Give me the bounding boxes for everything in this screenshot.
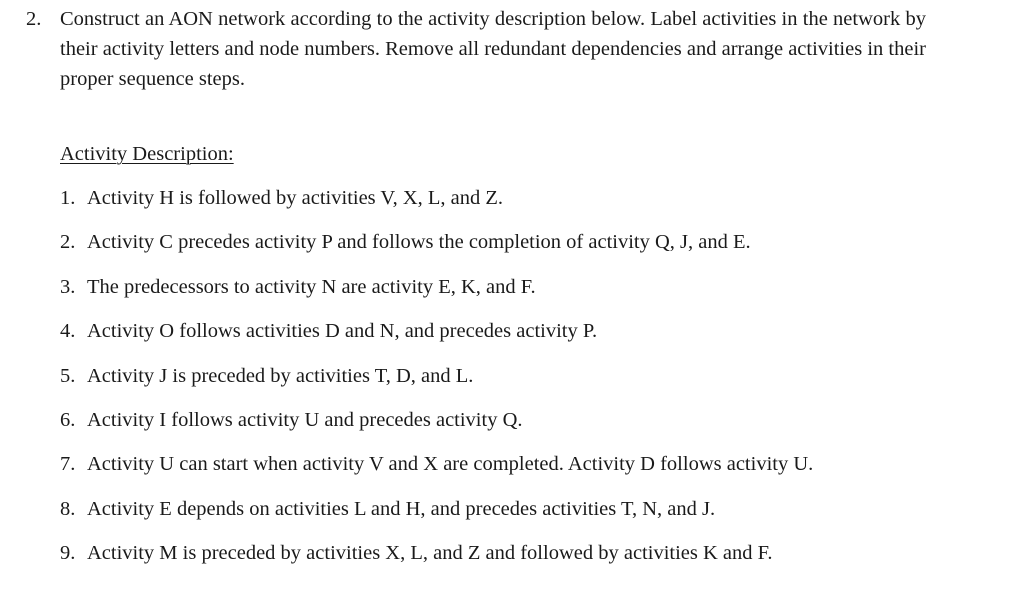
- list-item-text: Activity O follows activities D and N, and precedes activity P.: [87, 320, 598, 343]
- section-heading: Activity Description:: [60, 143, 234, 165]
- list-item-text: Activity U can start when activity V and X are completed. Activity D follows activity U.: [87, 453, 814, 476]
- question-block: [26, 4, 926, 94]
- list-item: [60, 361, 960, 405]
- activity-list: [60, 183, 960, 583]
- list-item-text: Activity E depends on activities L and H, and precedes activities T, N, and J.: [87, 497, 716, 520]
- list-item-number: 8.: [60, 497, 76, 520]
- list-item: [60, 316, 960, 360]
- question-text: Construct an AON network according to the activity description below. Label activities in the network by their activity letters and node numbers. Remove all redundant dependencies and arrange activities in their proper sequence steps.: [60, 8, 926, 90]
- list-item: [60, 538, 960, 582]
- list-item: [60, 494, 960, 538]
- list-item: [60, 405, 960, 449]
- list-item-text: Activity M is preceded by activities X, L, and Z and followed by activities K and F.: [87, 542, 773, 565]
- list-item-number: 5.: [60, 364, 76, 387]
- list-item-number: 6.: [60, 408, 76, 431]
- list-item-number: 3.: [60, 275, 76, 298]
- question-number: 2.: [26, 8, 42, 30]
- list-item: [60, 449, 960, 493]
- list-item-text: Activity J is preceded by activities T, D, and L.: [87, 364, 474, 387]
- list-item: [60, 183, 960, 227]
- list-item-text: The predecessors to activity N are activity E, K, and F.: [87, 275, 536, 298]
- list-item: [60, 227, 960, 271]
- list-item-number: 4.: [60, 320, 76, 343]
- list-item-number: 2.: [60, 231, 76, 254]
- list-item-number: 1.: [60, 187, 76, 209]
- list-item-number: 9.: [60, 542, 76, 565]
- list-item-text: Activity H is followed by activities V, X, L, and Z.: [87, 187, 504, 209]
- list-item-number: 7.: [60, 453, 76, 476]
- list-item-text: Activity C precedes activity P and follows the completion of activity Q, J, and E.: [87, 231, 751, 254]
- list-item: [60, 272, 960, 316]
- list-item-text: Activity I follows activity U and precedes activity Q.: [87, 408, 523, 431]
